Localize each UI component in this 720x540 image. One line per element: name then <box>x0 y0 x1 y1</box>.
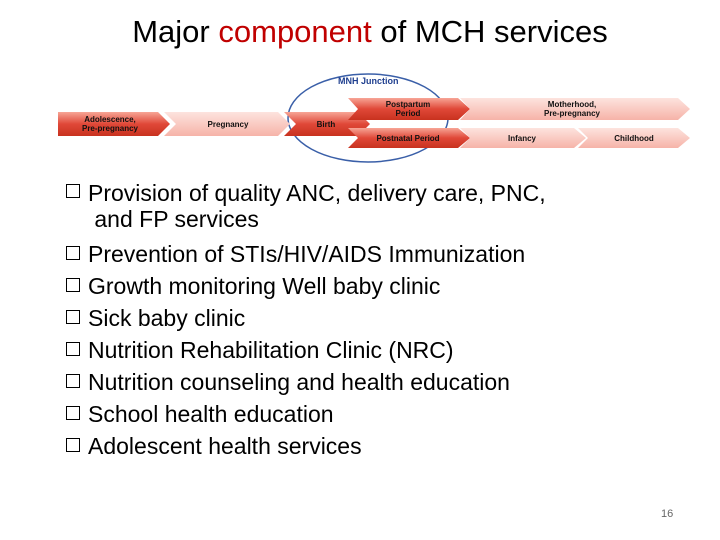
stage-motherhood: Motherhood, Pre-pregnancy <box>543 100 601 118</box>
list-item-text: Nutrition Rehabilitation Clinic (NRC) <box>88 337 454 363</box>
stage-birth: Birth <box>316 120 336 129</box>
stage-postpartum: Postpartum Period <box>385 100 431 118</box>
list-item <box>66 398 706 430</box>
checkbox-bullet-icon <box>66 246 80 260</box>
stage-postnatal: Postnatal Period <box>376 134 440 143</box>
checkbox-bullet-icon <box>66 278 80 292</box>
list-item <box>66 334 706 366</box>
list-item <box>66 302 706 334</box>
page-number: 16 <box>661 508 674 520</box>
list-item-text: Prevention of STIs/HIV/AIDS Immunization <box>88 241 526 267</box>
slide-title <box>0 14 720 50</box>
list-item-text: Growth monitoring Well baby clinic <box>88 273 441 299</box>
checkbox-bullet-icon <box>66 406 80 420</box>
checkbox-bullet-icon <box>66 310 80 324</box>
list-item-text: Sick baby clinic <box>88 305 246 331</box>
stage-childhood: Childhood <box>614 134 654 143</box>
list-item <box>66 238 706 270</box>
list-item <box>66 270 706 302</box>
stage-adolescence: Adolescence, Pre-pregnancy <box>81 115 139 133</box>
checkbox-bullet-icon <box>66 374 80 388</box>
list-item-text: School health education <box>88 401 334 427</box>
checkbox-bullet-icon <box>66 342 80 356</box>
services-list <box>66 180 706 462</box>
title-accent: component <box>218 14 372 49</box>
list-item-text: Adolescent health services <box>88 433 362 459</box>
stage-infancy: Infancy <box>507 134 536 143</box>
list-item <box>66 430 706 462</box>
list-item-text: Provision of quality ANC, delivery care, PNC, and FP services <box>88 180 546 232</box>
checkbox-bullet-icon <box>66 184 80 198</box>
title-prefix: Major <box>132 14 219 49</box>
junction-label: MNH Junction <box>338 76 399 86</box>
list-item-text: Nutrition counseling and health education <box>88 369 510 395</box>
title-suffix: of MCH services <box>371 14 608 49</box>
list-item <box>66 366 706 398</box>
checkbox-bullet-icon <box>66 438 80 452</box>
stage-pregnancy: Pregnancy <box>207 120 249 129</box>
mnh-continuum-diagram <box>58 72 698 164</box>
list-item <box>66 180 706 238</box>
